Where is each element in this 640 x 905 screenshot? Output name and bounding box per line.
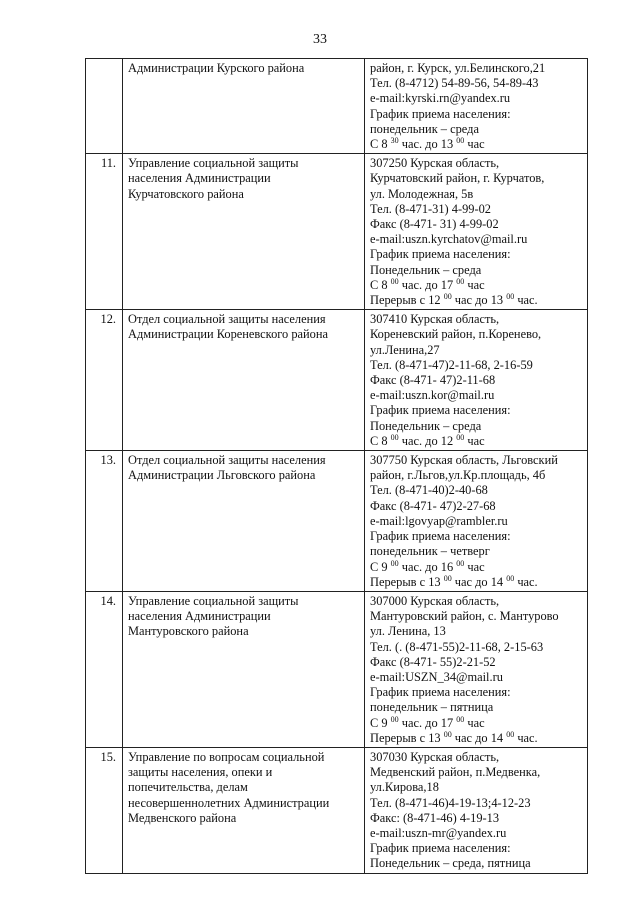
organization-name-line: защиты населения, опеки и — [128, 765, 273, 780]
contact-info — [365, 59, 588, 154]
address-line: 307030 Курская область, — [370, 749, 500, 764]
contact-info — [365, 747, 588, 873]
contact-info — [365, 591, 588, 747]
page-number: 33 — [313, 32, 327, 47]
address-line: ул.Ленина,27 — [370, 342, 440, 357]
fax-line: Факс (8-471- 31) 4-99-02 — [370, 217, 499, 232]
row-number: 11. — [86, 154, 123, 310]
organization-name-line: Администрации Льговского района — [128, 468, 316, 483]
row-number — [86, 59, 123, 154]
address-line: ул.Кирова,18 — [370, 780, 439, 795]
phone-line: Тел. (8-471-40)2-40-68 — [370, 483, 488, 498]
schedule-label: График приема населения: — [370, 403, 511, 418]
email-line: e-mail:uszn.kor@mail.ru — [370, 388, 495, 403]
organization-name-line: Управление социальной защиты — [128, 156, 299, 171]
organization-name — [123, 451, 365, 592]
address-line: Мантуровский район, с. Мантурово — [370, 609, 559, 624]
row-number: 15. — [86, 747, 123, 873]
schedule-label: График приема населения: — [370, 247, 511, 262]
organization-name-line: Управление социальной защиты — [128, 593, 299, 608]
fax-line: Факс (8-471- 47)2-27-68 — [370, 498, 496, 513]
schedule-days: понедельник – четверг — [370, 544, 490, 559]
organization-name-line: Медвенского района — [128, 810, 237, 825]
schedule-label: График приема населения: — [370, 685, 511, 700]
organization-name-line: попечительства, делам — [128, 780, 248, 795]
social-protection-table — [85, 58, 588, 874]
address-line: 307000 Курская область, — [370, 593, 500, 608]
organization-name-line: населения Администрации — [128, 609, 271, 624]
break-hours: Перерыв с 12 $^{00}$ час до 13 $^{00}$ час. — [370, 292, 538, 308]
row-number: 13. — [86, 451, 123, 592]
schedule-days: понедельник – пятница — [370, 700, 494, 715]
fax-line: Факс (8-471- 47)2-11-68 — [370, 373, 496, 388]
organization-name-line: Мантуровского района — [128, 624, 249, 639]
table-row — [86, 154, 588, 310]
fax-line: Факс (8-471- 55)2-21-52 — [370, 654, 496, 669]
organization-name — [123, 747, 365, 873]
address-line: 307750 Курская область, Льговский — [370, 453, 558, 468]
address-line: ул. Ленина, 13 — [370, 624, 446, 639]
organization-name-line: Отдел социальной защиты населения — [128, 453, 326, 468]
email-line: e-mail:kyrski.rn@yandex.ru — [370, 91, 511, 106]
table-row — [86, 591, 588, 747]
working-hours: С 8 $^{00}$ час. до 17 $^{00}$ час — [370, 276, 485, 292]
phone-line: Тел. (8-471-31) 4-99-02 — [370, 201, 491, 216]
phone-line: Тел. (. (8-471-55)2-11-68, 2-15-63 — [370, 639, 544, 654]
address-line: Медвенский район, п.Медвенка, — [370, 765, 541, 780]
address-line: район, г.Льгов,ул.Кр.площадь, 4б — [370, 468, 546, 483]
organization-name — [123, 59, 365, 154]
address-line: Кореневский район, п.Коренево, — [370, 327, 542, 342]
address-line: Курчатовский район, г. Курчатов, — [370, 171, 545, 186]
table-row — [86, 747, 588, 873]
contact-info — [365, 310, 588, 451]
schedule-label: График приема населения: — [370, 529, 511, 544]
organization-name — [123, 591, 365, 747]
address-line: ул. Молодежная, 5в — [370, 186, 474, 201]
phone-line: Тел. (8-471-46)4-19-13;4-12-23 — [370, 795, 531, 810]
schedule-days: Понедельник – среда — [370, 262, 482, 277]
address-line: 307410 Курская область, — [370, 312, 500, 327]
break-hours: Перерыв с 13 $^{00}$ час до 14 $^{00}$ час. — [370, 573, 538, 589]
organization-name-line: Администрации Кореневского района — [128, 327, 328, 342]
organization-name-line: населения Администрации — [128, 171, 271, 186]
schedule-days: понедельник – среда — [370, 121, 479, 136]
working-hours: С 8 $^{00}$ час. до 12 $^{00}$ час — [370, 432, 485, 448]
address-line: район, г. Курск, ул.Белинского,21 — [370, 61, 546, 75]
row-number: 14. — [86, 591, 123, 747]
organization-name — [123, 154, 365, 310]
working-hours: С 8 $^{30}$ час. до 13 $^{00}$ час — [370, 136, 485, 152]
schedule-label: График приема населения: — [370, 106, 511, 121]
email-line: e-mail:lgovyap@rambler.ru — [370, 513, 508, 528]
organization-name-line: Администрации Курского района — [128, 61, 305, 75]
address-line: 307250 Курская область, — [370, 156, 500, 171]
schedule-days: Понедельник – среда, пятница — [370, 856, 531, 871]
schedule-label: График приема населения: — [370, 841, 511, 856]
organization-name-line: Курчатовского района — [128, 186, 244, 201]
organization-name-line: Отдел социальной защиты населения — [128, 312, 326, 327]
email-line: e-mail:USZN_34@mail.ru — [370, 669, 503, 684]
email-line: e-mail:uszn-mr@yandex.ru — [370, 825, 507, 840]
working-hours: С 9 $^{00}$ час. до 17 $^{00}$ час — [370, 714, 485, 730]
row-number: 12. — [86, 310, 123, 451]
working-hours: С 9 $^{00}$ час. до 16 $^{00}$ час — [370, 558, 485, 574]
phone-line: Тел. (8-471-47)2-11-68, 2-16-59 — [370, 357, 533, 372]
break-hours: Перерыв с 13 $^{00}$ час до 14 $^{00}$ час. — [370, 729, 538, 745]
organization-name-line: несовершеннолетних Администрации — [128, 795, 330, 810]
table-row — [86, 310, 588, 451]
table-row — [86, 451, 588, 592]
schedule-days: Понедельник – среда — [370, 418, 482, 433]
table-row — [86, 59, 588, 154]
fax-line: Факс: (8-471-46) 4-19-13 — [370, 810, 500, 825]
contact-info — [365, 451, 588, 592]
email-line: e-mail:uszn.kyrchatov@mail.ru — [370, 232, 528, 247]
contact-info — [365, 154, 588, 310]
phone-line: Тел. (8-4712) 54-89-56, 54-89-43 — [370, 76, 539, 91]
organization-name — [123, 310, 365, 451]
organization-name-line: Управление по вопросам социальной — [128, 749, 325, 764]
